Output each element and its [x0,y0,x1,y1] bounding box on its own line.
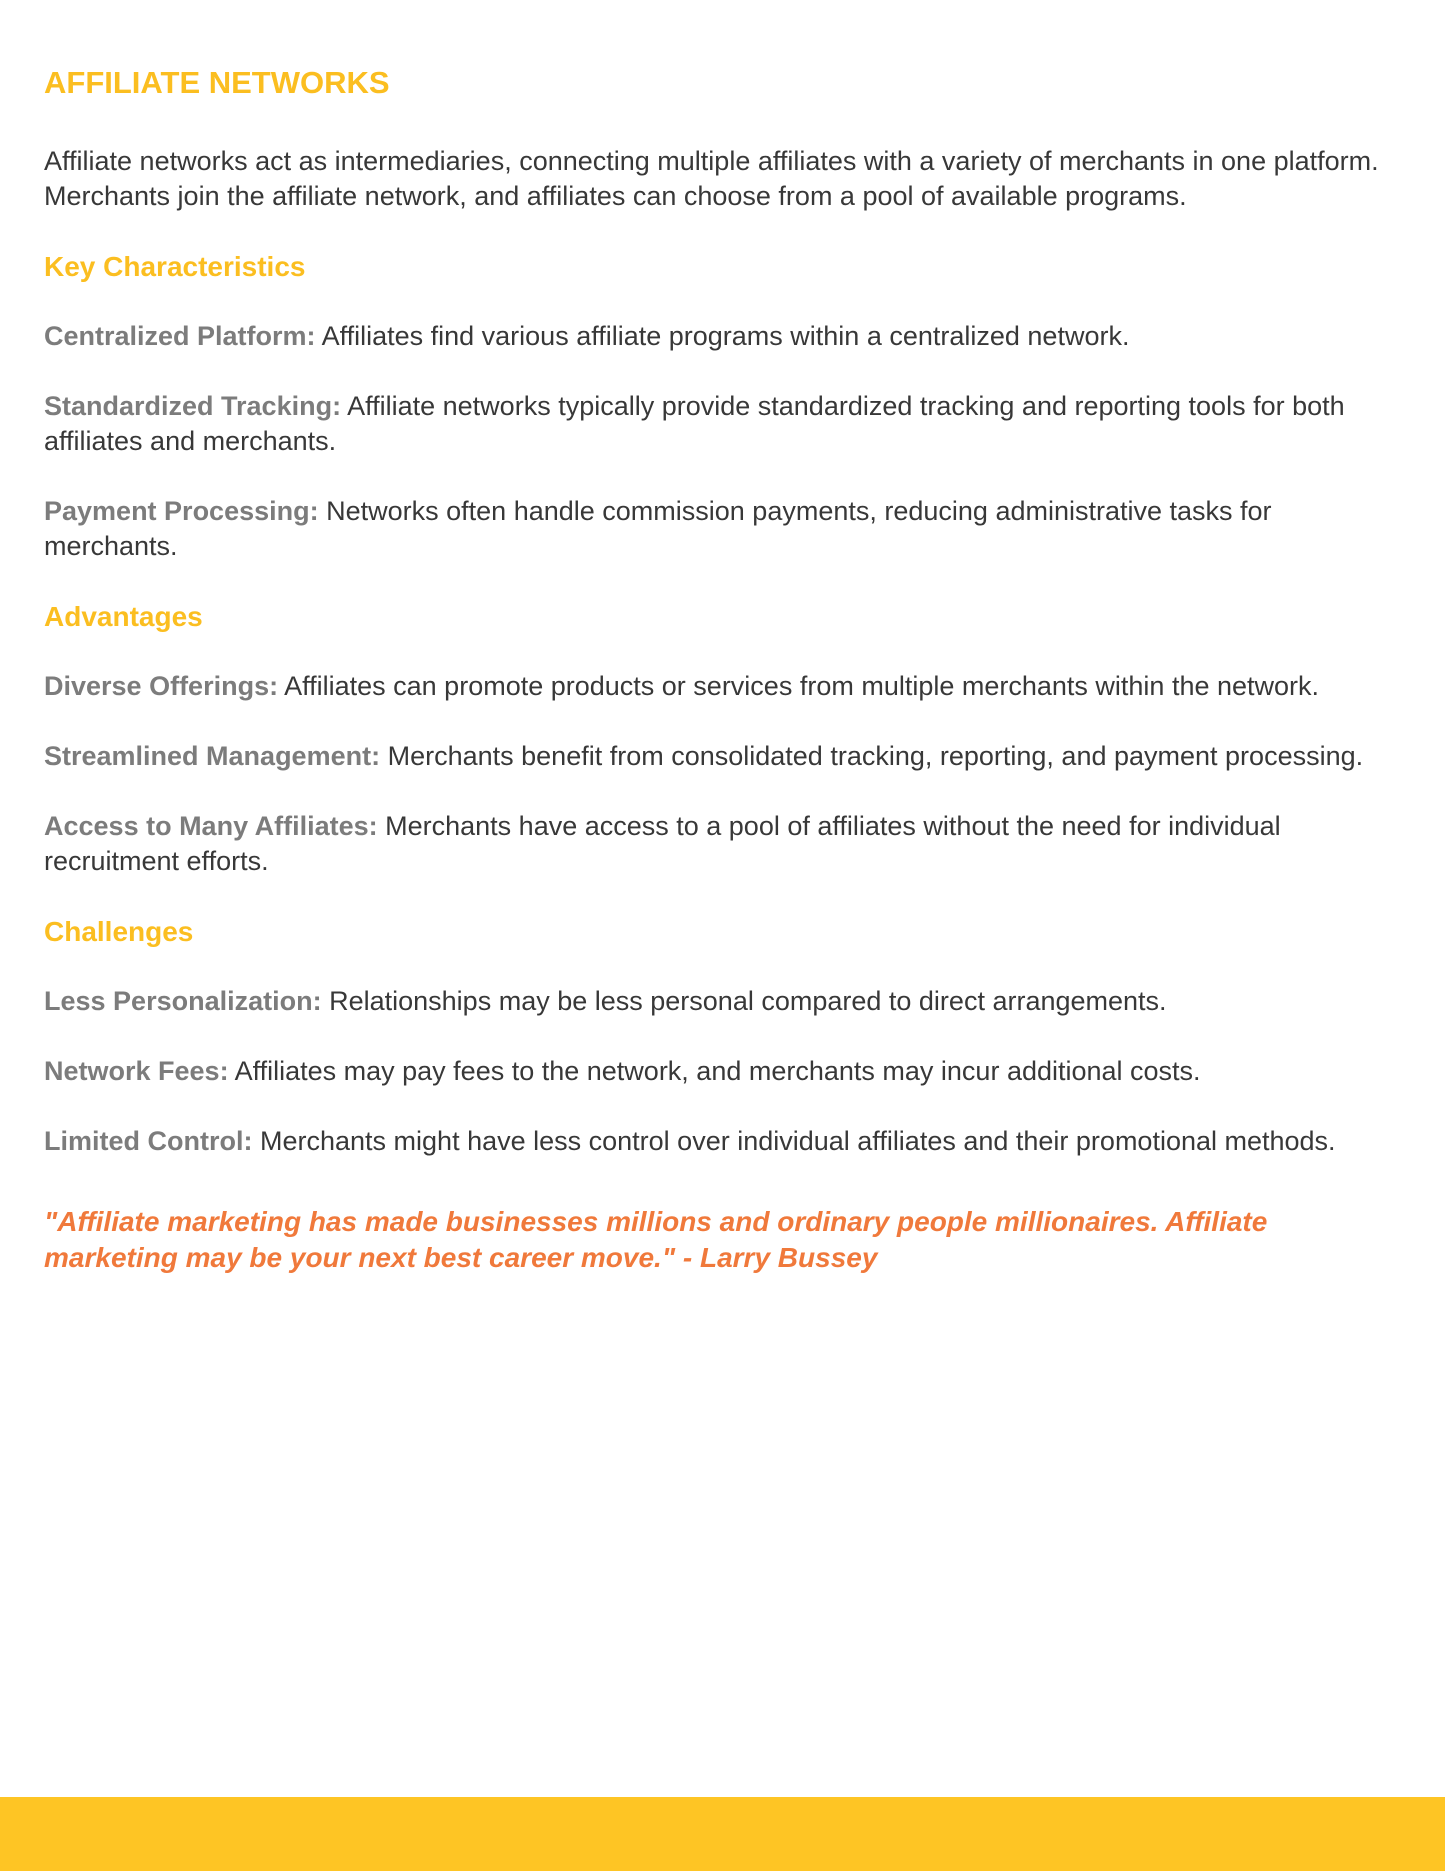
paragraph-text: Affiliates can promote products or services from multiple merchants within the network. [284,671,1320,701]
paragraph-text: Merchants benefit from consolidated tracking, reporting, and payment processing. [387,741,1364,771]
intro-paragraph: Affiliate networks act as intermediaries, connecting multiple affiliates with a variety of merchants in one platform. Merchants join the affiliate network, and affiliates can choose from a pool of available programs. [44,146,1379,211]
paragraph-text: Affiliates may pay fees to the network, and merchants may incur additional costs. [234,1056,1201,1086]
paragraph-less-personalization [44,984,1403,1019]
footer-accent-bar [0,1797,1445,1871]
paragraph-lead: Limited Control: [44,1126,253,1156]
section-heading-key-characteristics: Key Characteristics [44,251,306,282]
paragraph-text: Affiliate networks typically provide standardized tracking and reporting tools for both affiliates and merchants. [44,391,1345,456]
paragraph-lead: Diverse Offerings: [44,671,279,701]
paragraph-streamlined-management [44,739,1403,774]
paragraph-text: Affiliates find various affiliate programs within a centralized network. [321,321,1130,351]
paragraph-lead: Network Fees: [44,1056,229,1086]
paragraph-payment-processing [44,494,1403,564]
paragraph-lead: Less Personalization: [44,986,322,1016]
paragraph-text: Relationships may be less personal compared to direct arrangements. [329,986,1167,1016]
paragraph-text: Merchants might have less control over individual affiliates and their promotional methods. [260,1126,1336,1156]
paragraph-standardized-tracking [44,389,1403,459]
paragraph-lead: Centralized Platform: [44,321,316,351]
paragraph-access-to-many-affiliates [44,809,1403,879]
quote-text: "Affiliate marketing has made businesses millions and ordinary people millionaires. Affiliate marketing may be your next best career move." - Larry Bussey [44,1206,1268,1273]
paragraph-centralized-platform [44,319,1403,354]
paragraph-lead: Access to Many Affiliates: [44,811,378,841]
paragraph-text: Merchants have access to a pool of affiliates without the need for individual recruitment efforts. [44,811,1281,876]
paragraph-lead: Streamlined Management: [44,741,381,771]
paragraph-lead: Payment Processing: [44,496,319,526]
paragraph-network-fees [44,1054,1403,1089]
paragraph-text: Networks often handle commission payments, reducing administrative tasks for merchants. [44,496,1272,561]
paragraph-diverse-offerings [44,669,1403,704]
section-heading-challenges: Challenges [44,916,194,947]
paragraph-lead: Standardized Tracking: [44,391,342,421]
section-heading-advantages: Advantages [44,601,203,632]
page-title: AFFILIATE NETWORKS [44,65,390,100]
paragraph-limited-control [44,1124,1403,1159]
